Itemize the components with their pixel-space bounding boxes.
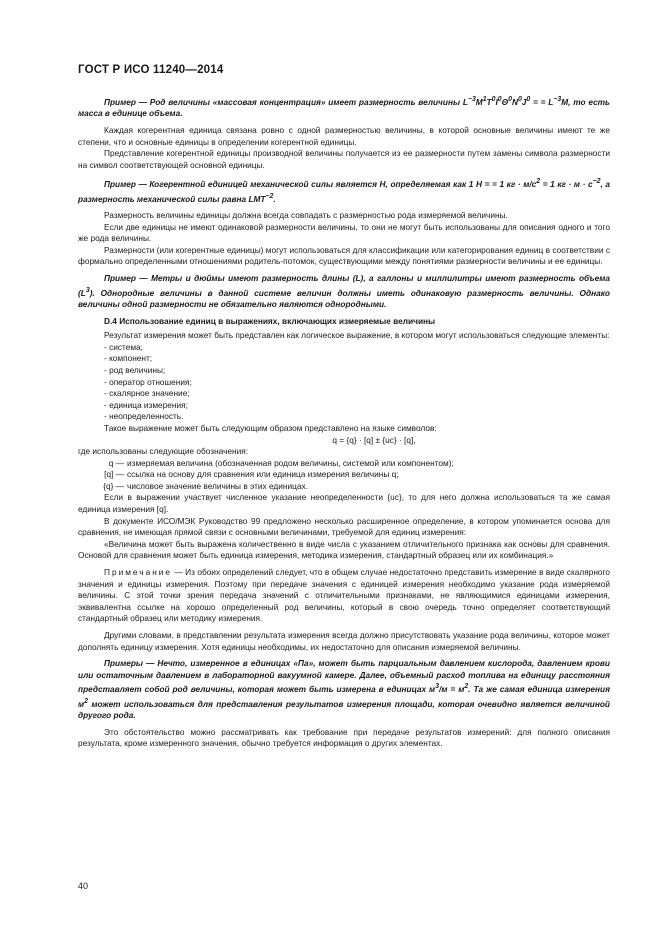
paragraph: где использованы следующие обозначения: bbox=[78, 446, 249, 457]
paragraph: Результат измерения может быть представлен как логическое выражение, в котором могут использоваться следующие элементы: bbox=[104, 330, 610, 341]
paragraph: В документе ИСО/МЭК Руководство 99 предложено несколько расширенное определение, в котором упоминается основа для сравнения, не имеющая прямой связи с основными величинами, требуемой для единиц измерения: bbox=[78, 515, 610, 538]
definition-symbol: {q} — bbox=[103, 480, 124, 491]
examples-pressure-area: Примеры — Нечто, измеренное в единицах «Па», может быть парциальным давлением кислорода, давлением крови или остаточным давлением в лабораторной вакуумной камере. Далее, объемный расход топлива на единицу расстояния представляет собой род величины, которая может быть измерена в единицах $м^3/м = м^2$. Та же самая единица измерения $м^2$ может использоваться для представления результатов измерения площади, которая очевидно является величиной другого рода. bbox=[78, 658, 610, 721]
list-item: - неопределенность. bbox=[104, 411, 610, 423]
definition-text: числовое значение величины в этих единицах. bbox=[127, 480, 308, 491]
paragraph: Это обстоятельство можно рассматривать как требование при передаче результатов измерений: для полного описания результата, кроме измеренного значения, обычно требуется информация о других элементах. bbox=[78, 726, 610, 749]
example-mass-concentration: Пример — Род величины «массовая концентрация» имеет размерность величины $L^{-3}M^1T^0I^0\Theta^0N^0J^0$ = = $L^{-3}M$, то есть масса в единице объема. bbox=[78, 96, 610, 119]
definition-row bbox=[78, 458, 610, 470]
note-text: — Из обоих определений следует, что в общем случае недостаточно представить измерение в виде скалярного значения и единицы измерения. Поэтому при передаче значения с единицей измерения необходимо указание рода измеряемой величины. С этой точки зрения передача значений с отличительными признаками, не являющимися единицами измерения, эквивалентна ссылке на хорошо определенный род величины, который в свою очередь точно определяет соответствующий стандартный образец или методику измерения. bbox=[78, 567, 610, 624]
paragraph: Размерности (или когерентные единицы) могут использоваться для классификации или категорирования единиц в соответствии с формально определенными отношениями родитель-потомок, существующими между понятиями размерности величины и ее единицы. bbox=[78, 244, 610, 267]
definition-text: ссылка на основу для сравнения или единица измерения величины q; bbox=[127, 469, 399, 480]
quotation: «Величина может быть выражена количественно в виде числа с указанием отличительного признака как основы для сравнения. Основой для сравнения может быть единица измерения, методика измерения, стандартный образец или их комбинация.» bbox=[78, 538, 610, 561]
definition-text: измеряемая величина (обозначенная родом величины, системой или компонентом); bbox=[127, 457, 454, 468]
paragraph: Другими словами, в представлении результата измерения всегда должно присутствовать указание рода величины, которое может дополнять единицу измерения. Хотя единицы необходимы, их недостаточно для описания измеряемой величины. bbox=[78, 630, 610, 652]
list-item: - единица измерения; bbox=[104, 400, 610, 412]
formula: q = {q} · [q] ± {uc} · [q], bbox=[332, 434, 416, 445]
list-item: - система; bbox=[104, 342, 610, 354]
section-heading: D.4 Использование единиц в выражениях, включающих измеряемые величины bbox=[104, 315, 436, 326]
paragraph: Представление когерентной единицы производной величины получается из ее размерности путем замены символа размерности на символ соответствующей основной единицы. bbox=[78, 148, 610, 170]
symbol-definitions bbox=[78, 458, 610, 493]
definition-row bbox=[78, 469, 610, 481]
paragraph: Размерность величины единицы должна всегда совпадать с размерностью рода измеряемой величины. bbox=[104, 210, 508, 221]
example-force-unit: Пример — Когерентной единицей механической силы является Н, определяемая как 1 Н = = 1 кг · $м/с^2 = 1$ кг · $м \cdot с^{-2}$, а размерность механической силы равна $LMT^{-2}$. bbox=[78, 178, 610, 204]
definition-row bbox=[78, 481, 610, 493]
paragraph: Если в выражении участвует численное указание неопределенности {uc}, то для него должна использоваться та же самая единица измерения [q]. bbox=[78, 492, 610, 515]
page-content bbox=[78, 94, 610, 750]
list-item: - скалярное значение; bbox=[104, 388, 610, 400]
definition-symbol: [q] — bbox=[104, 469, 124, 480]
paragraph: Такое выражение может быть следующим образом представлено на языке символов: bbox=[104, 422, 437, 433]
definition-symbol: q — bbox=[108, 457, 124, 468]
note-label: Примечание bbox=[104, 567, 173, 578]
paragraph: Если две единицы не имеют одинаковой размерности величины, то они не могут быть использованы для описания одного и того же рода величины. bbox=[78, 221, 610, 244]
document-header: ГОСТ Р ИСО 11240—2014 bbox=[78, 64, 224, 76]
note bbox=[78, 567, 610, 625]
example-length-volume: Пример — Метры и дюймы имеют размерность длины (L), а галлоны и миллилитры имеют размерность объема $(L^3)$. Однородные величины в данной системе величин должны иметь одинаковую размерность величины. Однако величины одной размерности не обязательно являются однородными. bbox=[78, 273, 610, 309]
page-number: 40 bbox=[78, 881, 89, 891]
list-item: - род величины; bbox=[104, 365, 610, 377]
element-list bbox=[78, 342, 610, 423]
list-item: - оператор отношения; bbox=[104, 377, 610, 389]
paragraph: Каждая когерентная единица связана ровно с одной размерностью величины, в которой основные величины имеют те же степени, что и основные единицы в определении когерентной единицы. bbox=[78, 124, 610, 147]
list-item: - компонент; bbox=[104, 353, 610, 365]
